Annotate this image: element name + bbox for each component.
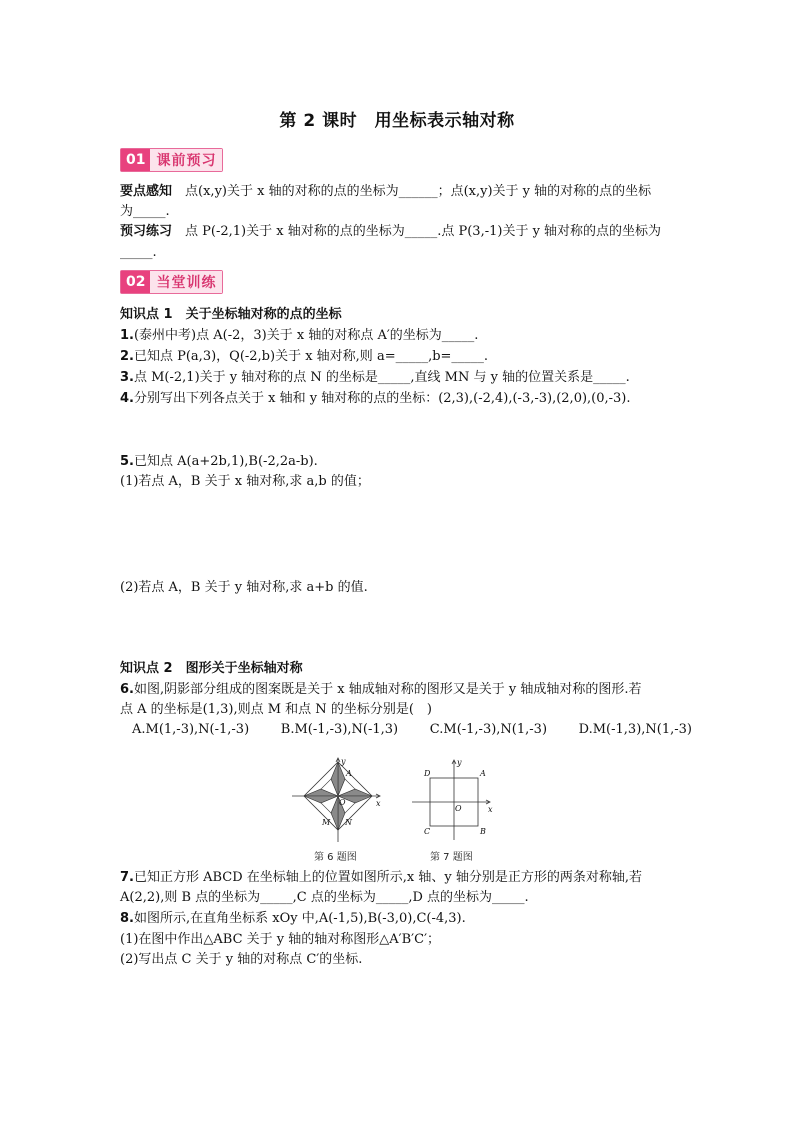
practice-label: 预习练习 xyxy=(120,224,173,239)
figure-7-caption: 第 7 题图 xyxy=(430,852,473,863)
label-a: A xyxy=(346,769,352,778)
label-x: x xyxy=(376,799,381,808)
practice-text-2: _____. xyxy=(120,245,157,260)
question-6-line-2: 点 A 的坐标是(1,3),则点 M 和点 N 的坐标分别是( ) xyxy=(120,702,432,717)
section-label: 课前预习 xyxy=(150,149,222,171)
label-c: C xyxy=(424,827,431,836)
question-number: 6. xyxy=(120,682,134,697)
question-1 xyxy=(120,326,680,346)
figure-7 xyxy=(408,756,498,844)
question-number: 4. xyxy=(120,391,134,406)
choice-a[interactable]: A.M(1,-3),N(-1,-3) xyxy=(132,722,250,737)
question-number: 7. xyxy=(120,870,134,885)
question-number: 8. xyxy=(120,911,134,926)
question-text: (泰州中考)点 A(-2，3)关于 x 轴的对称点 A′的坐标为_____. xyxy=(133,328,479,343)
section-number: 02 xyxy=(121,271,150,293)
question-text: 如图,阴影部分组成的图案既是关于 x 轴成轴对称的图形又是关于 y 轴成轴对称的图形.若 xyxy=(133,682,642,697)
question-text: 如图所示,在直角坐标系 xOy 中,A(-1,5),B(-3,0),C(-4,3). xyxy=(133,911,466,926)
label-b: B xyxy=(480,827,486,836)
question-7-line-2: A(2,2),则 B 点的坐标为_____,C 点的坐标为_____,D 点的坐标为_____. xyxy=(120,890,529,905)
label-y: y xyxy=(457,758,462,767)
question-3 xyxy=(120,368,680,388)
question-text: 点 M(-2,1)关于 y 轴对称的点 N 的坐标是_____,直线 MN 与 y 轴的位置关系是_____. xyxy=(133,370,630,385)
label-d: D xyxy=(424,769,431,778)
page-title: 第 2 课时 用坐标表示轴对称 xyxy=(279,111,515,131)
question-8-part-1: (1)在图中作出△ABC 关于 y 轴的轴对称图形△A′B′C′； xyxy=(120,932,441,947)
section-label: 当堂训练 xyxy=(150,271,222,293)
question-text: 已知点 A(a+2b,1),B(-2,2a-b). xyxy=(133,454,318,469)
knowledge-point-1-heading: 知识点 1 关于坐标轴对称的点的坐标 xyxy=(120,307,342,322)
figure-6-diagram xyxy=(288,752,388,848)
question-8 xyxy=(120,909,680,929)
question-2 xyxy=(120,347,680,367)
choice-d[interactable]: D.M(-1,3),N(1,-3) xyxy=(578,722,692,737)
label-a: A xyxy=(480,769,486,778)
section-badge-training xyxy=(120,270,223,294)
question-7 xyxy=(120,868,680,888)
question-text: 分别写出下列各点关于 x 轴和 y 轴对称的点的坐标：(2,3),(-2,4),(-3,-3),(2,0),(0,-3). xyxy=(133,391,631,406)
label-o: O xyxy=(455,804,462,813)
key-points-line xyxy=(120,182,680,202)
question-5 xyxy=(120,452,680,472)
question-5-part-1: (1)若点 A，B 关于 x 轴对称,求 a,b 的值； xyxy=(120,474,370,489)
label-o: O xyxy=(339,798,346,807)
question-text: 已知点 P(a,3)，Q(-2,b)关于 x 轴对称,则 a=_____,b=_____. xyxy=(133,349,489,364)
practice-line xyxy=(120,222,680,242)
key-points-text: 点(x,y)关于 x 轴的对称的点的坐标为______；点(x,y)关于 y 轴的对称的点的坐标 xyxy=(185,184,652,199)
choice-c[interactable]: C.M(-1,-3),N(1,-3) xyxy=(429,722,548,737)
choice-b[interactable]: B.M(-1,-3),N(-1,3) xyxy=(280,722,399,737)
label-n: N xyxy=(345,818,352,827)
key-points-label: 要点感知 xyxy=(120,184,173,199)
section-number: 01 xyxy=(121,149,150,171)
question-5-part-2: (2)若点 A，B 关于 y 轴对称,求 a+b 的值. xyxy=(120,580,368,595)
knowledge-point-2-heading: 知识点 2 图形关于坐标轴对称 xyxy=(120,661,303,676)
question-4 xyxy=(120,389,680,409)
figure-7-diagram xyxy=(408,756,498,844)
question-8-part-2: (2)写出点 C 关于 y 轴的对称点 C′的坐标. xyxy=(120,952,363,967)
question-number: 1. xyxy=(120,328,134,343)
question-number: 5. xyxy=(120,454,134,469)
label-m: M xyxy=(322,818,331,827)
question-6-choices xyxy=(132,722,692,737)
section-badge-preview xyxy=(120,148,223,172)
question-6 xyxy=(120,680,680,700)
label-y: y xyxy=(341,757,346,766)
label-x: x xyxy=(488,805,493,814)
key-points-text-2: 为_____. xyxy=(120,204,170,219)
figure-6 xyxy=(288,752,388,848)
question-number: 3. xyxy=(120,370,134,385)
practice-text: 点 P(-2,1)关于 x 轴对称的点的坐标为_____.点 P(3,-1)关于 y 轴对称的点的坐标为 xyxy=(185,224,662,239)
question-number: 2. xyxy=(120,349,134,364)
figure-6-caption: 第 6 题图 xyxy=(314,852,357,863)
question-text: 已知正方形 ABCD 在坐标轴上的位置如图所示,x 轴、y 轴分别是正方形的两条对称轴,若 xyxy=(133,870,643,885)
